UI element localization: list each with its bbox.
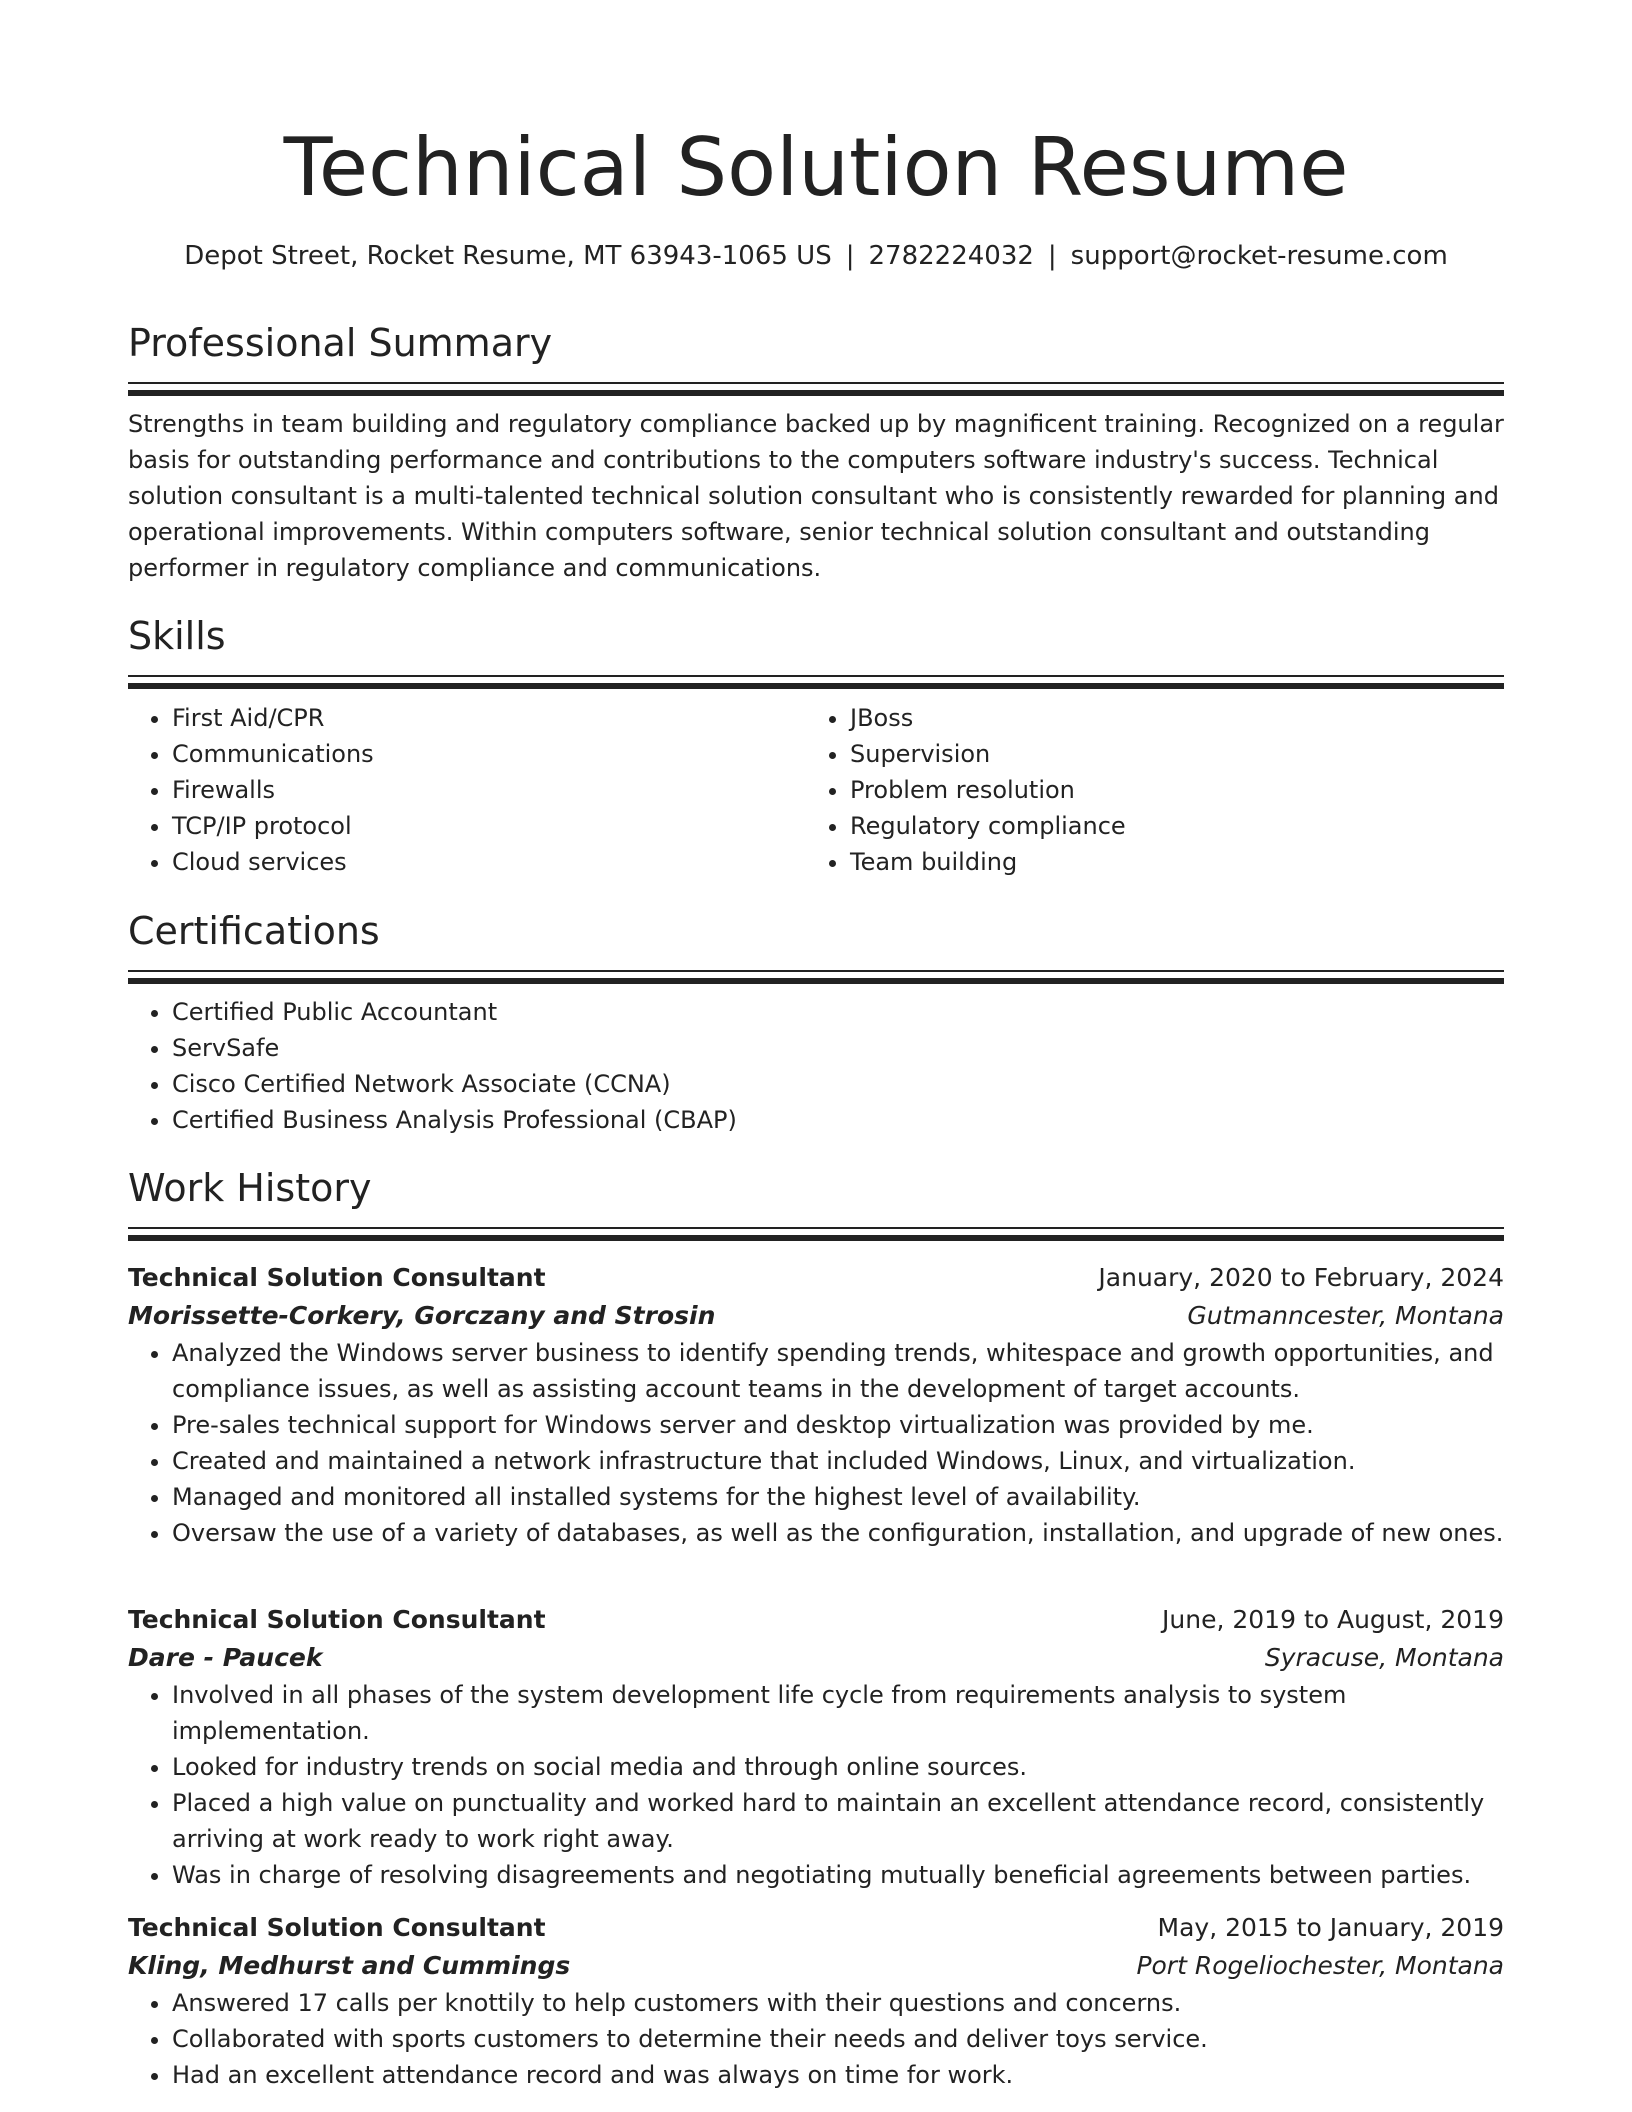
certification-item: • Cisco Certified Network Associate (CCNA) bbox=[172, 1066, 1504, 1102]
summary-section-header bbox=[128, 318, 1504, 396]
contact-address: Depot Street, Rocket Resume, MT 63943-1065 US bbox=[184, 241, 832, 271]
job-company: Kling, Medhurst and Cummings bbox=[128, 1951, 571, 1980]
skill-item: • Problem resolution bbox=[850, 772, 1484, 808]
skill-item: • Communications bbox=[172, 736, 806, 772]
divider bbox=[128, 1235, 1504, 1241]
summary-heading: Professional Summary bbox=[128, 321, 553, 365]
job-bullet: • Managed and monitored all installed systems for the highest level of availability. bbox=[172, 1479, 1504, 1515]
job-bullets bbox=[128, 1677, 1504, 1893]
job-bullets bbox=[128, 1335, 1504, 1551]
job-bullet: • Oversaw the use of a variety of databases, as well as the configuration, installation, and upgrade of new ones. bbox=[172, 1515, 1504, 1551]
skill-item: • Supervision bbox=[850, 736, 1484, 772]
job-company: Morissette-Corkery, Gorczany and Strosin bbox=[128, 1301, 716, 1330]
resume-title: Technical Solution Resume bbox=[283, 121, 1349, 214]
job-bullet: • Had an excellent attendance record and was always on time for work. bbox=[172, 2057, 1504, 2093]
divider bbox=[128, 978, 1504, 984]
skills-column-left bbox=[128, 700, 806, 880]
work-section-header bbox=[128, 1163, 1504, 1241]
certification-item: • Certified Public Accountant bbox=[172, 994, 1504, 1030]
divider bbox=[128, 1227, 1504, 1229]
certification-item: • Certified Business Analysis Professional (CBAP) bbox=[172, 1102, 1504, 1138]
certification-item: • ServSafe bbox=[172, 1030, 1504, 1066]
job-dates: May, 2015 to January, 2019 bbox=[1157, 1913, 1504, 1942]
skills-heading: Skills bbox=[128, 614, 226, 658]
job-company: Dare - Paucek bbox=[128, 1643, 323, 1672]
job-location: Port Rogeliochester, Montana bbox=[1136, 1951, 1504, 1980]
job-dates: January, 2020 to February, 2024 bbox=[1098, 1263, 1504, 1292]
skill-item: • Firewalls bbox=[172, 772, 806, 808]
skills-column-right bbox=[806, 700, 1484, 880]
job-bullet: • Created and maintained a network infrastructure that included Windows, Linux, and virtualization. bbox=[172, 1443, 1504, 1479]
job-bullet: • Answered 17 calls per knottily to help customers with their questions and concerns. bbox=[172, 1985, 1504, 2021]
certifications-heading: Certifications bbox=[128, 909, 380, 953]
contact-line bbox=[128, 238, 1504, 274]
divider bbox=[128, 382, 1504, 384]
skill-item: • TCP/IP protocol bbox=[172, 808, 806, 844]
skill-item: • Team building bbox=[850, 844, 1484, 880]
skills-section-header bbox=[128, 611, 1504, 689]
certifications-list bbox=[128, 994, 1504, 1138]
job-entry bbox=[128, 1259, 1504, 1551]
job-title: Technical Solution Consultant bbox=[128, 1263, 546, 1292]
job-location: Syracuse, Montana bbox=[1264, 1643, 1504, 1672]
divider bbox=[128, 683, 1504, 689]
job-bullet: • Placed a high value on punctuality and worked hard to maintain an excellent attendance record, consistently arriving at work ready to work right away. bbox=[172, 1785, 1504, 1857]
divider bbox=[128, 390, 1504, 396]
certifications-section-header bbox=[128, 906, 1504, 984]
job-entry bbox=[128, 1909, 1504, 2093]
job-location: Gutmanncester, Montana bbox=[1187, 1301, 1504, 1330]
job-bullet: • Was in charge of resolving disagreements and negotiating mutually beneficial agreements between parties. bbox=[172, 1857, 1504, 1893]
job-bullet: • Involved in all phases of the system development life cycle from requirements analysis to system implementation. bbox=[172, 1677, 1504, 1749]
job-title: Technical Solution Consultant bbox=[128, 1605, 546, 1634]
divider bbox=[128, 675, 1504, 677]
contact-separator: | bbox=[845, 241, 855, 271]
job-bullet: • Collaborated with sports customers to determine their needs and deliver toys service. bbox=[172, 2021, 1504, 2057]
skill-item: • Regulatory compliance bbox=[850, 808, 1484, 844]
skill-item: • Cloud services bbox=[172, 844, 806, 880]
job-bullet: • Pre-sales technical support for Windows server and desktop virtualization was provided by me. bbox=[172, 1407, 1504, 1443]
job-bullets bbox=[128, 1985, 1504, 2093]
job-dates: June, 2019 to August, 2019 bbox=[1162, 1605, 1504, 1634]
job-bullet: • Analyzed the Windows server business to identify spending trends, whitespace and growth opportunities, and compliance issues, as well as assisting account teams in the development of target accounts. bbox=[172, 1335, 1504, 1407]
job-bullet: • Looked for industry trends on social media and through online sources. bbox=[172, 1749, 1504, 1785]
work-heading: Work History bbox=[128, 1166, 372, 1210]
summary-text: Strengths in team building and regulatory compliance backed up by magnificent training. Recognized on a regular basis for outstanding performance and contributions to the computers software industry's success. Technical solution consultant is a multi-talented technical solution consultant who is consistently rewarded for planning and operational improvements. Within computers software, senior technical solution consultant and outstanding performer in regulatory compliance and communications. bbox=[128, 410, 1504, 582]
contact-email: support@rocket-resume.com bbox=[1070, 241, 1448, 271]
skill-item: • JBoss bbox=[850, 700, 1484, 736]
contact-phone: 2782224032 bbox=[868, 241, 1034, 271]
skill-item: • First Aid/CPR bbox=[172, 700, 806, 736]
job-title: Technical Solution Consultant bbox=[128, 1913, 546, 1942]
job-entry bbox=[128, 1601, 1504, 1893]
contact-separator: | bbox=[1047, 241, 1057, 271]
skills-list bbox=[128, 700, 1504, 880]
divider bbox=[128, 970, 1504, 972]
